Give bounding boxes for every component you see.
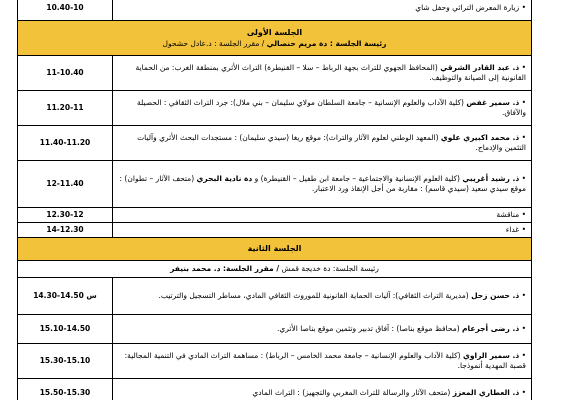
- session-title: الجلسة الأولى: [246, 28, 303, 37]
- talk-detail: (متحف الآثار والرسالة للتراث المغربي والتجهيز) : التراث المادي: [252, 388, 451, 397]
- item-text: [113, 56, 532, 91]
- item-text: [113, 126, 532, 161]
- item-time: 11.20-11: [18, 91, 113, 126]
- talk-detail: (المحافظ الجهوي للتراث بجهة الرباط – سلا – القنيطرة) التراث الأثري بمنطقة الغرب: من الحماية القانونية إلى الصيانة والتوظيف.: [135, 63, 526, 82]
- talk-detail: (كلية الآداب والعلوم الإنسانية – جامعة محمد الخامس – الرباط) : مساهمة التراث المادي في التنمية المجالية: قصبة المهدية أنموذجا.: [124, 351, 526, 370]
- talk-detail: (مديرية التراث الثقافي): آليات الحماية القانونية للموروث الثقافي المادي، مساطر التسجيل والترتيب.: [158, 291, 469, 300]
- item-text: [113, 315, 532, 344]
- item-time: 15.30-15.10: [18, 344, 113, 379]
- program-row: [18, 161, 532, 208]
- talk-detail: (كلية الآداب والعلوم الإنسانية – جامعة السلطان مولاي سليمان – بني ملال): جرد التراث الثقافي : الحصيلة والآفاق.: [136, 98, 526, 117]
- speaker-name-2: دة نادية البحري: [196, 174, 253, 183]
- speaker-name: ذ. سمير الراوي: [462, 351, 520, 360]
- speaker-name: ذ. رضى أجرعام: [462, 324, 520, 333]
- talk-detail: (كلية العلوم الإنسانية والاجتماعية – جامعة ابن طفيل – القنيطرة) و: [254, 174, 460, 183]
- speaker-name: ذ. العطاري المعزز: [452, 388, 520, 397]
- item-time: 10.40-10: [18, 0, 113, 21]
- session-rapporteur: / مقرر الجلسة : د.عادل حشحول: [162, 39, 265, 48]
- item-text: • غداء: [113, 223, 532, 238]
- item-text: [113, 278, 532, 315]
- talk-detail-2: (متحف الآثار – تطوان) : موقع سيدي سعيد (سيدي قاسم) : مقاربة من أجل الإنقاذ ورد الاعتبار.: [119, 174, 526, 193]
- item-time: 15.10-14.50: [18, 315, 113, 344]
- program-table: [17, 0, 532, 400]
- session-title: الجلسة الثانية: [247, 244, 302, 253]
- session-chair-line: [23, 264, 526, 274]
- program-row: [18, 344, 532, 379]
- speaker-name: ذ. رشيد أغريبي: [462, 174, 520, 183]
- speaker-name: ذ. عبد القادر الشرقي: [440, 63, 520, 72]
- item-text: [113, 91, 532, 126]
- program-row: [18, 278, 532, 315]
- item-time: س 14.50-14.30: [18, 278, 113, 315]
- program-row: [18, 126, 532, 161]
- item-time: 14-12.30: [18, 223, 113, 238]
- speaker-name: ذ. محمد اكبيري علوي: [440, 133, 520, 142]
- speaker-name: ذ. حسن زحل: [471, 291, 520, 300]
- item-text: [113, 161, 532, 208]
- session-header-1: [18, 21, 532, 56]
- item-time: 12.30-12: [18, 208, 113, 223]
- program-row: [18, 208, 532, 223]
- item-time: 12-11.40: [18, 161, 113, 208]
- item-time: 11-10.40: [18, 56, 113, 91]
- talk-detail: (المعهد الوطني لعلوم الآثار والتراث): موقع ريغا (سيدي سليمان) : مستجدات البحث الأثري وآليات التثمين والإدماج.: [137, 133, 526, 152]
- item-text: • مناقشة: [113, 208, 532, 223]
- program-row: [18, 223, 532, 238]
- item-text: [113, 379, 532, 400]
- session-header-2: [18, 238, 532, 261]
- item-time: 15.50-15.30: [18, 379, 113, 400]
- item-time: 11.40-11.20: [18, 126, 113, 161]
- program-row: [18, 56, 532, 91]
- talk-detail: (محافظ موقع بناصا) : آفاق تدبير وتثمين موقع بناصا الأثري.: [277, 324, 460, 333]
- speaker-name: ذ. سمير غفص: [466, 98, 520, 107]
- session-chair-line: [23, 39, 526, 49]
- session-chair-row: [18, 261, 532, 278]
- session-rapporteur: / مقرر الجلسة: د. محمد بنيفر: [170, 264, 280, 273]
- item-text: [113, 344, 532, 379]
- program-row: [18, 0, 532, 21]
- session-chair: رئيسة الجلسة: دة خديجة قمش: [281, 264, 379, 273]
- program-row: [18, 315, 532, 344]
- session-chair: رئيسة الجلسة : دة مريم حنصالي: [266, 39, 387, 48]
- item-text: • زيارة المعرض التراثي وحفل شاي: [113, 0, 532, 21]
- program-row: [18, 379, 532, 400]
- program-row: [18, 91, 532, 126]
